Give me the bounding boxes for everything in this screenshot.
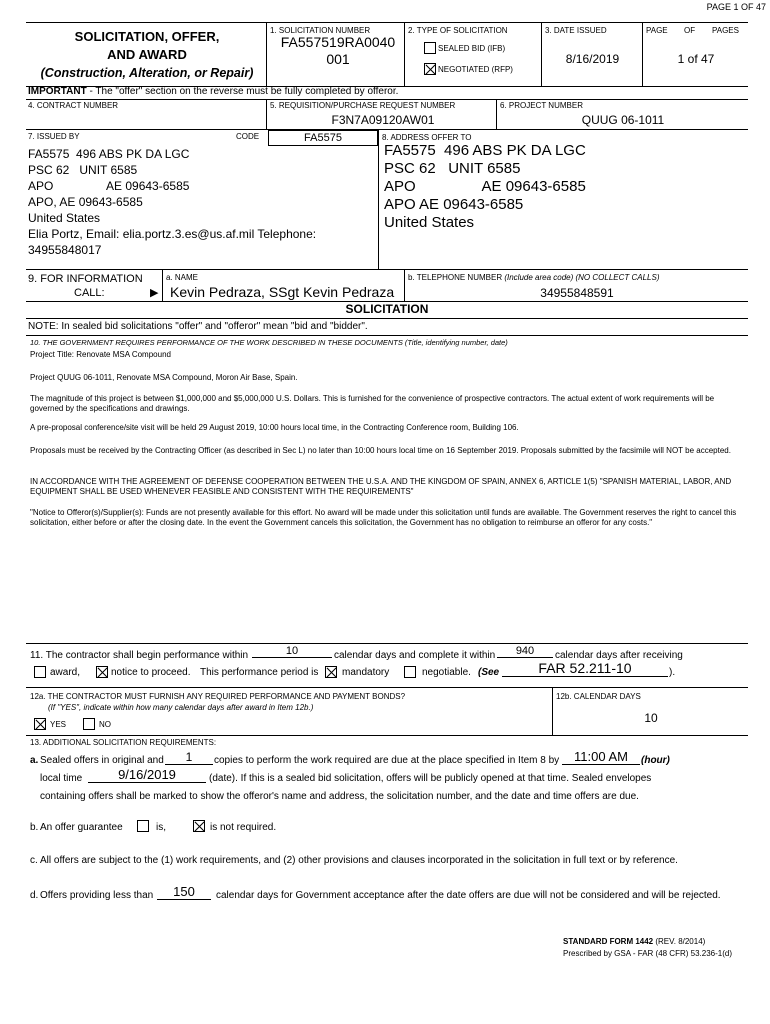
divider (26, 735, 748, 736)
work-paragraph: Proposals must be received by the Contracting Officer (as described in Sec L) no later than 10:00 hours local time on 16 September 2019. Proposals submitted by the facsimile will NOT be accepted. (30, 446, 731, 455)
work-description-label-text: 10. THE GOVERNMENT REQUIRES PERFORMANCE OF THE WORK DESCRIBED IN THESE DOCUMENTS (30, 338, 405, 347)
item-b-prefix: b. (30, 822, 39, 833)
performance-text-b: calendar days and complete it within (334, 650, 496, 661)
address-offer-line: APO AE 09643-6585 (384, 178, 586, 195)
page-box-pages-label: PAGES (712, 26, 739, 35)
address-offer-line: FA5575 496 ABS PK DA LGC (384, 142, 586, 159)
work-paragraph: "Notice to Offeror(s)/Supplier(s): Funds are not presently available for this effort. No award will be made under this solicitation until funds are available. The Government reserves the right to cancel this solicitation, either before or after the closing date. In the event the Government cancels this solicitation, the Government has no obligation to reimburse an offeror for any costs." (30, 508, 737, 527)
divider (541, 22, 542, 86)
address-offer-to (384, 142, 586, 232)
performance-text-c: calendar days after receiving (555, 650, 683, 661)
divider (404, 22, 405, 86)
divider (642, 22, 643, 86)
award-checkbox[interactable] (34, 666, 46, 678)
address-offer-line: United States (384, 214, 475, 231)
bonds-no-label: NO (99, 720, 111, 729)
solicitation-number-line1: FA557519RA0040 (280, 34, 396, 50)
work-paragraph: Project QUUG 06-1011, Renovate MSA Compound, Moron Air Base, Spain. (30, 373, 298, 382)
page-box-of-label: OF (684, 26, 696, 35)
issued-by-address (28, 146, 316, 258)
item-d-text1: Offers providing less than (40, 890, 154, 901)
performance-period-text: This performance period is (200, 667, 319, 678)
address-offer-line: APO AE 09643-6585 (384, 196, 524, 213)
begin-days: 10 (252, 645, 332, 658)
calendar-days-label: 12b. CALENDAR DAYS (556, 692, 641, 701)
divider (404, 269, 405, 301)
arrow-right-icon: ▶ (150, 287, 159, 299)
see-end: ). (669, 667, 676, 678)
guarantee-is-label: is, (156, 822, 166, 833)
solicitation-number-line2: 001 (326, 51, 350, 67)
form-title-line1: SOLICITATION, OFFER, (74, 29, 220, 44)
work-paragraph: IN ACCORDANCE WITH THE AGREEMENT OF DEFENSE COOPERATION BETWEEN THE U.S.A. AND THE KINGDOM OF SPAIN, ANNEX 6, ARTICLE 1(5) "SPANISH MATERIAL, LABOR, AND EQUIPMENT SHALL BE USED WHENEVER FEASIBLE AND CONSISTENT WITH THE REQUIREMENTS" (30, 477, 732, 496)
telephone-label-text: b. TELEPHONE NUMBER (408, 273, 505, 282)
form-number: STANDARD FORM 1442 (563, 937, 654, 946)
see-label: (See (478, 667, 500, 678)
form-title-line3: (Construction, Alteration, or Repair) (40, 66, 254, 80)
negotiable-checkbox[interactable] (404, 666, 416, 678)
solicitation-number (274, 34, 402, 68)
telephone-label (408, 273, 660, 282)
guarantee-is-not-checkbox[interactable] (193, 820, 205, 832)
issued-by-line: United States (28, 211, 101, 225)
item-a-prefix: a. (30, 755, 39, 766)
project-number-label: 6. PROJECT NUMBER (500, 101, 583, 110)
item-d-text2: calendar days for Government acceptance after the date offers are due will not be considered and will be rejected. (216, 890, 721, 901)
divider (26, 318, 748, 319)
item-c-text: All offers are subject to the (1) work requirements, and (2) other provisions and clauses incorporated in the solicitation in full text or by reference. (40, 855, 678, 866)
issued-by-line: Elia Portz, Email: elia.portz.3.es@us.af.mil Telephone: (28, 227, 317, 241)
notice-to-proceed-label: notice to proceed. (111, 667, 191, 678)
item-b-text: An offer guarantee (40, 822, 123, 833)
work-description-label (30, 338, 508, 347)
divider (162, 269, 163, 301)
divider (26, 335, 748, 336)
solicitation-number-label: 1. SOLICITATION NUMBER (270, 26, 371, 35)
work-description-label-italic: (Title, identifying number, date) (404, 338, 508, 347)
award-label: award, (50, 667, 81, 678)
project-number: QUUG 06-1011 (581, 113, 665, 127)
requisition-number: F3N7A09120AW01 (331, 113, 435, 127)
bonds-no-checkbox[interactable] (83, 718, 95, 730)
issued-by-line: FA5575 496 ABS PK DA LGC (28, 147, 190, 161)
mandatory-checkbox[interactable] (325, 666, 337, 678)
issued-by-label: 7. ISSUED BY (28, 132, 80, 141)
additional-requirements-label: 13. ADDITIONAL SOLICITATION REQUIREMENTS: (30, 738, 217, 747)
issued-by-code-label: CODE (236, 132, 260, 141)
issued-by-line: 34955848017 (28, 243, 102, 257)
negotiated-label: NEGOTIATED (RFP) (438, 65, 513, 74)
calendar-days: 10 (644, 711, 658, 725)
performance-text-a: 11. The contractor shall begin performance within (30, 650, 249, 661)
divider (496, 99, 497, 129)
contract-number-label: 4. CONTRACT NUMBER (28, 101, 119, 110)
solicitation-section-header: SOLICITATION (345, 302, 429, 316)
divider (378, 129, 379, 269)
issued-by-code: FA5575 (268, 130, 378, 146)
item-a-text2: copies to perform the work required are due at the place specified in Item 8 by (214, 755, 560, 766)
important-notice (28, 86, 398, 98)
contact-name: Kevin Pedraza, SSgt Kevin Pedraza (170, 284, 395, 300)
item-a-text4: containing offers shall be marked to show the offeror's name and address, the solicitation number, and the date and time offers are due. (40, 791, 639, 802)
due-date: 9/16/2019 (88, 767, 206, 783)
item-a-text3: (date). If this is a sealed bid solicitation, offers will be publicly opened at that time. Sealed envelopes (209, 773, 652, 784)
item-a-text1: Sealed offers in original and (40, 755, 164, 766)
divider (26, 99, 748, 100)
page-label: PAGE 1 OF 47 (706, 2, 766, 12)
notice-to-proceed-checkbox[interactable] (96, 666, 108, 678)
address-offer-label: 8. ADDRESS OFFER TO (382, 133, 472, 142)
sealed-bid-checkbox[interactable] (424, 42, 436, 54)
copies-count: 1 (165, 750, 213, 765)
divider (26, 687, 748, 688)
see-reference: FAR 52.211-10 (502, 660, 668, 677)
for-information-line2: CALL: (74, 287, 105, 299)
issued-by-line: PSC 62 UNIT 6585 (28, 163, 138, 177)
address-offer-line: PSC 62 UNIT 6585 (384, 160, 521, 177)
important-text: - The "offer" section on the reverse must be fully completed by offeror. (86, 86, 399, 97)
project-title: Project Title: Renovate MSA Compound (30, 350, 171, 359)
complete-days: 940 (497, 645, 553, 658)
bonds-yes-label: YES (50, 720, 67, 729)
page-box-value: 1 of 47 (677, 52, 715, 66)
contact-name-label: a. NAME (166, 273, 199, 282)
note-text: NOTE: In sealed bid solicitations "offer" and "offeror" mean "bid and "bidder". (28, 321, 368, 332)
divider (26, 643, 748, 644)
requisition-number-label: 5. REQUISITION/PURCHASE REQUEST NUMBER (270, 101, 456, 110)
date-issued: 8/16/2019 (565, 52, 620, 66)
form-footer (563, 936, 732, 960)
divider (26, 129, 748, 130)
date-issued-label: 3. DATE ISSUED (545, 26, 607, 35)
negotiated-checkbox[interactable] (424, 63, 436, 75)
item-c-prefix: c. (30, 855, 38, 866)
work-paragraph: The magnitude of this project is between $1,000,000 and $5,000,000 U.S. Dollars. This is furnished for the convenience of prospective contractors. The actual extent of work requirements will be governed by the specifications and drawings. (30, 394, 715, 413)
bonds-label: 12a. THE CONTRACTOR MUST FURNISH ANY REQUIRED PERFORMANCE AND PAYMENT BONDS? (30, 692, 406, 701)
work-paragraph: A pre-proposal conference/site visit will be held 29 August 2019, 10:00 hours local time, in the Contracting Conference room, Building 106. (30, 423, 519, 432)
for-information-line1: 9. FOR INFORMATION (28, 273, 143, 285)
bonds-sublabel: (If "YES", indicate within how many calendar days after award in Item 12b.) (48, 703, 314, 712)
form-title-line2: AND AWARD (107, 47, 187, 62)
guarantee-is-not-label: is not required. (210, 822, 277, 833)
form-title (28, 28, 266, 82)
bonds-yes-checkbox[interactable] (34, 718, 46, 730)
telephone-number: 34955848591 (540, 286, 614, 300)
divider (26, 269, 748, 270)
issued-by-line: APO AE 09643-6585 (28, 179, 190, 193)
for-information-label (28, 272, 143, 300)
solicitation-type-label: 2. TYPE OF SOLICITATION (408, 26, 508, 35)
issued-by-line: APO, AE 09643-6585 (28, 195, 143, 209)
telephone-label-italic: (Include area code) (NO COLLECT CALLS) (504, 273, 660, 282)
important-bold: IMPORTANT (28, 86, 87, 97)
mandatory-label: mandatory (342, 667, 390, 678)
due-time: 11:00 AM (562, 749, 640, 765)
form-revision: (REV. 8/2014) (653, 937, 706, 946)
acceptance-days: 150 (157, 884, 211, 900)
guarantee-is-checkbox[interactable] (137, 820, 149, 832)
negotiable-label: negotiable. (422, 667, 471, 678)
page-box-page-label: PAGE (646, 26, 668, 35)
sealed-bid-label: SEALED BID (IFB) (438, 44, 506, 53)
local-time-label: local time (40, 773, 83, 784)
divider (266, 99, 267, 129)
prescribed-by: Prescribed by GSA - FAR (48 CFR) 53.236-1(d) (563, 949, 732, 958)
hour-label: (hour) (641, 755, 670, 766)
divider (552, 687, 553, 735)
divider (266, 22, 267, 86)
item-d-prefix: d. (30, 890, 39, 901)
form-top-border (26, 22, 748, 23)
